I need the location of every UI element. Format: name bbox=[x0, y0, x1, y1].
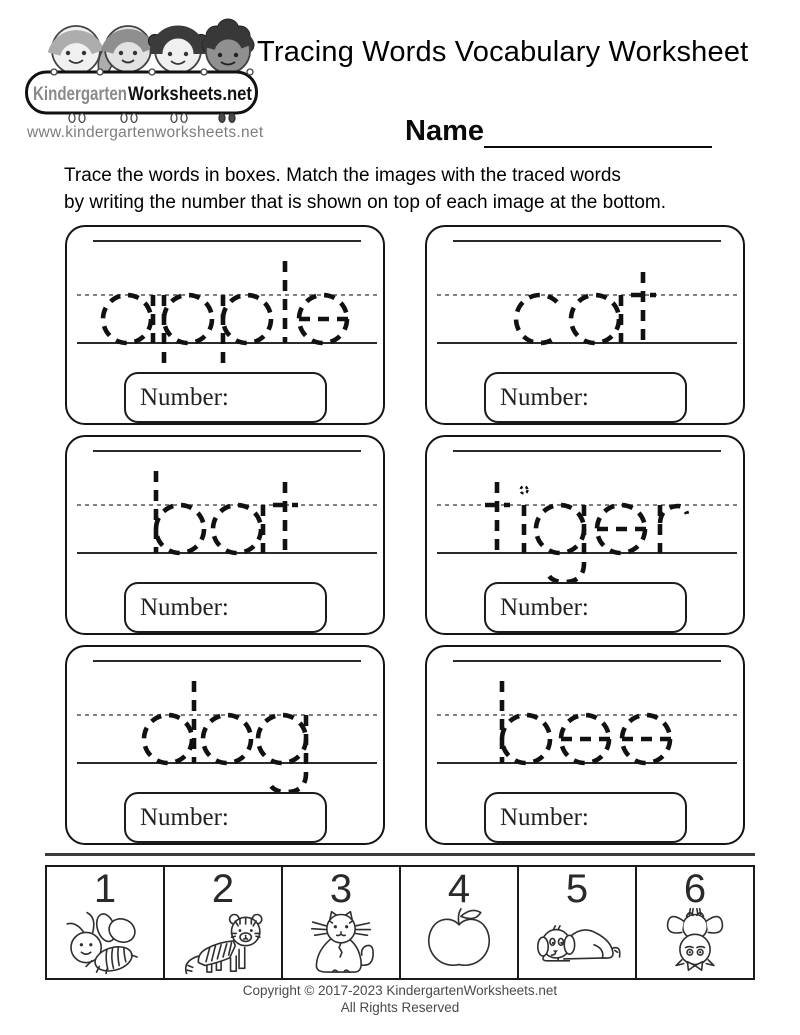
match-number: 3 bbox=[329, 867, 353, 911]
match-number: 5 bbox=[565, 867, 589, 911]
number-input-field[interactable] bbox=[124, 792, 327, 843]
name-label: Name bbox=[405, 115, 484, 147]
apple-image bbox=[410, 906, 508, 979]
tracing-box-bee bbox=[425, 645, 745, 845]
match-number: 2 bbox=[211, 867, 235, 911]
dog-image bbox=[528, 906, 626, 979]
match-number: 4 bbox=[447, 867, 471, 911]
bee-image bbox=[56, 906, 154, 979]
number-input-field[interactable] bbox=[484, 792, 687, 843]
kindergartenworksheets-logo bbox=[24, 12, 260, 124]
tracing-box-dog bbox=[65, 645, 385, 845]
tracing-box-tiger bbox=[425, 435, 745, 635]
match-cell-dog bbox=[519, 867, 637, 978]
logo-banner-text-gray: Kindergarten bbox=[33, 84, 127, 105]
number-input-field[interactable] bbox=[484, 582, 687, 633]
logo-kid-girl-pigtails bbox=[149, 27, 208, 73]
instructions-line-1: Trace the words in boxes. Match the images with the traced words bbox=[64, 165, 621, 186]
number-label: Number: bbox=[140, 383, 229, 411]
page-title: Tracing Words Vocabulary Worksheet bbox=[257, 36, 749, 68]
instructions bbox=[64, 162, 759, 216]
match-cell-bee bbox=[47, 867, 165, 978]
number-input-field[interactable] bbox=[124, 582, 327, 633]
match-images-strip bbox=[45, 865, 755, 980]
tracing-box-bat bbox=[65, 435, 385, 635]
match-cell-cat bbox=[283, 867, 401, 978]
logo-banner-text-black: Worksheets.net bbox=[128, 84, 253, 105]
match-cell-apple bbox=[401, 867, 519, 978]
copyright-footer bbox=[0, 982, 800, 1016]
number-label: Number: bbox=[500, 593, 589, 621]
instructions-line-2: by writing the number that is shown on top of each image at the bottom. bbox=[64, 192, 667, 213]
tiger-image bbox=[174, 906, 272, 979]
match-cell-bat bbox=[637, 867, 753, 978]
rights-line: All Rights Reserved bbox=[340, 1000, 460, 1015]
number-input-field[interactable] bbox=[124, 372, 327, 423]
tracing-box-apple bbox=[65, 225, 385, 425]
number-label: Number: bbox=[140, 593, 229, 621]
name-row bbox=[405, 112, 712, 148]
match-number: 6 bbox=[683, 867, 707, 911]
website-url: www.kindergartenworksheets.net bbox=[27, 124, 264, 141]
logo-kid-boy-curly bbox=[202, 19, 254, 73]
logo-kid-boy-gray bbox=[105, 26, 151, 72]
match-number: 1 bbox=[93, 867, 117, 911]
copyright-line: Copyright © 2017-2023 KindergartenWorksheets.net bbox=[242, 983, 558, 998]
section-divider bbox=[45, 853, 755, 856]
number-label: Number: bbox=[500, 803, 589, 831]
tracing-box-cat bbox=[425, 225, 745, 425]
cat-image bbox=[292, 906, 390, 979]
bat-image bbox=[646, 906, 744, 979]
number-label: Number: bbox=[500, 383, 589, 411]
number-label: Number: bbox=[140, 803, 229, 831]
number-input-field[interactable] bbox=[484, 372, 687, 423]
name-write-line[interactable] bbox=[484, 112, 712, 148]
logo-banner bbox=[27, 69, 257, 123]
match-cell-tiger bbox=[165, 867, 283, 978]
